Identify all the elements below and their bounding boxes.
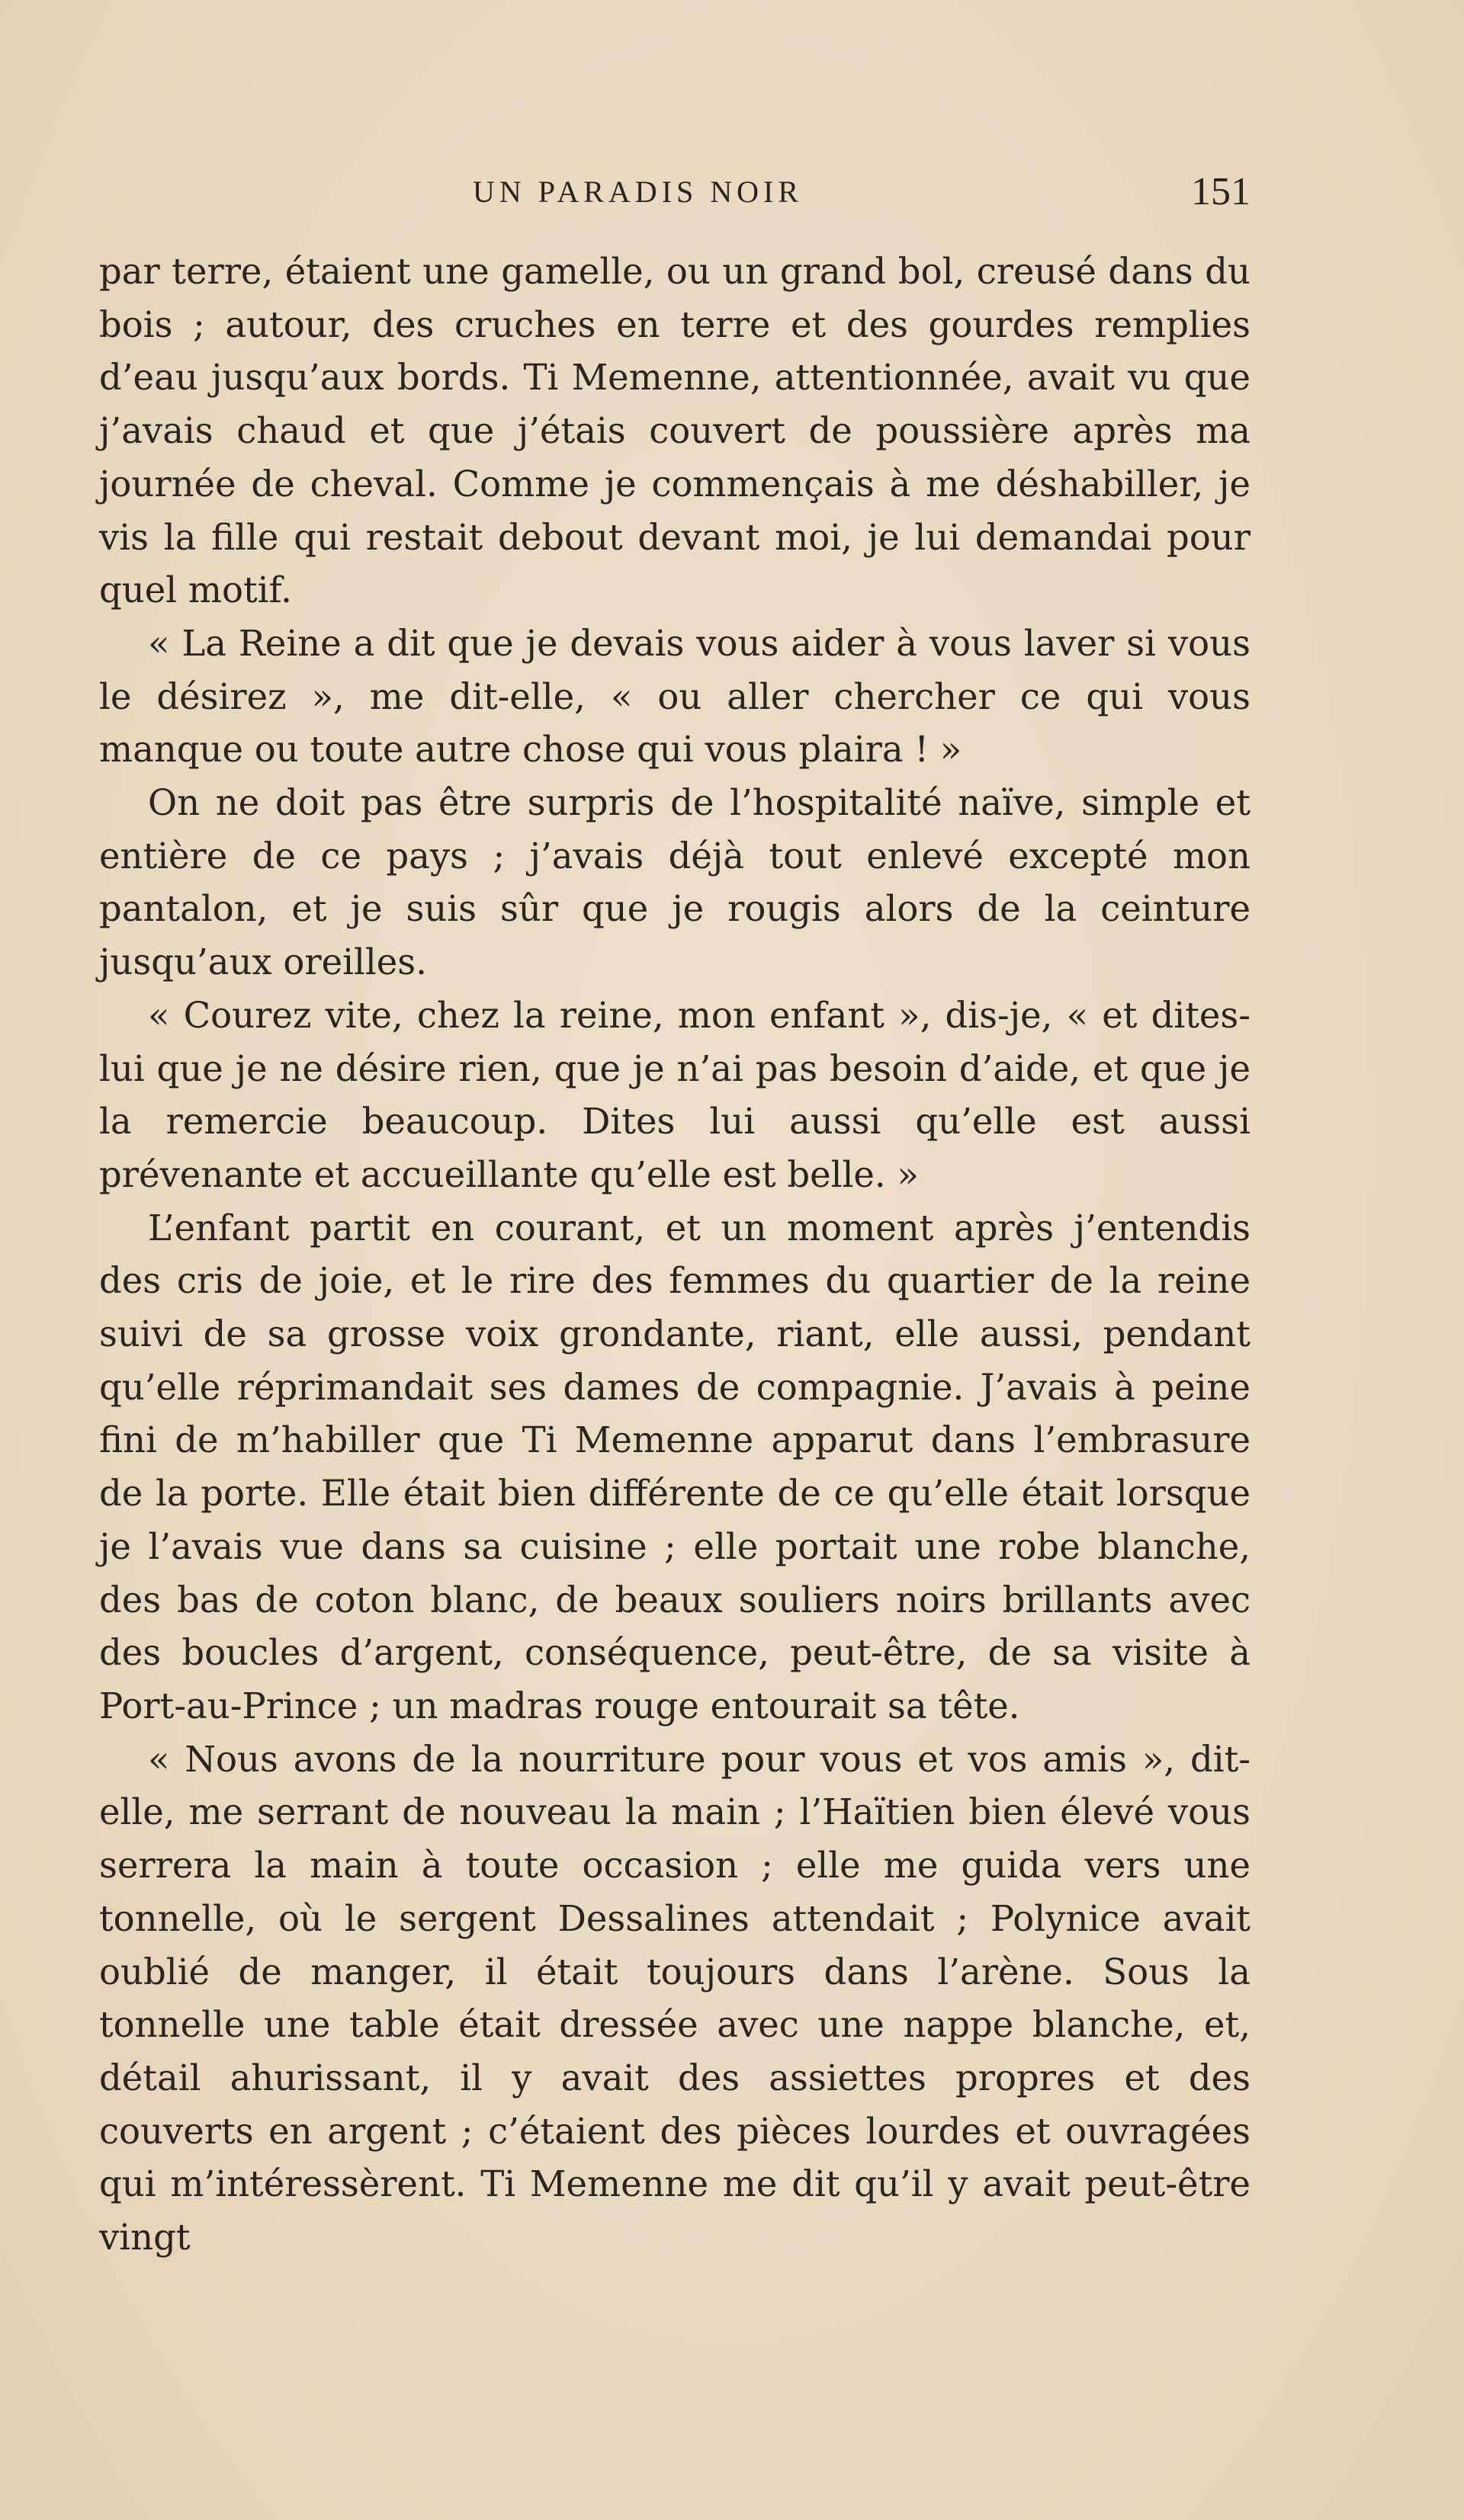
paragraph: On ne doit pas être surpris de l’hospitalité naïve, simple et entière de ce pays ; j’avais déjà tout enlevé excepté mon pantalon, et je suis sûr que je rougis alors de la ceinture jusqu’aux oreilles. bbox=[99, 782, 1250, 983]
paragraph: « Courez vite, chez la reine, mon enfant », dis-je, « et dites-lui que je ne désire rien, que je n’ai pas besoin d’aide, et que je la remercie beaucoup. Dites lui aussi qu’elle est aussi prévenante et accueillante qu’elle est belle. » bbox=[99, 994, 1250, 1195]
paragraph: « La Reine a dit que je devais vous aider à vous laver si vous le désirez », me dit-elle, « ou aller chercher ce qui vous manque ou toute autre chose qui vous plaira ! » bbox=[99, 622, 1250, 771]
paragraph: par terre, étaient une gamelle, ou un grand bol, creusé dans du bois ; autour, des cruches en terre et des gourdes remplies d’eau jusqu’aux bords. Ti Memenne, attentionnée, avait vu que j’avais chaud et que j’étais couvert de poussière après ma journée de cheval. Comme je commençais à me déshabiller, je vis la fille qui restait debout devant moi, je lui demandai pour quel motif. bbox=[99, 251, 1250, 611]
page-number: 151 bbox=[1191, 170, 1250, 213]
paragraph: « Nous avons de la nourriture pour vous et vos amis », dit-elle, me serrant de nouveau la main ; l’Haïtien bien élevé vous serrera la main à toute occasion ; elle me guida vers une tonnelle, où le sergent Dessalines attendait ; Polynice avait oublié de manger, il était toujours dans l’arène. Sous la tonnelle une table était dressée avec une nappe blanche, et, détail ahurissant, il y avait des assiettes propres et des couverts en argent ; c’étaient des pièces lourdes et ouvragées qui m’intéressèrent. Ti Memenne me dit qu’il y avait peut-être vingt bbox=[99, 1738, 1250, 2259]
paragraph: L’enfant partit en courant, et un moment après j’entendis des cris de joie, et le rire des femmes du quartier de la reine suivi de sa grosse voix grondante, riant, elle aussi, pendant qu’elle réprimandait ses dames de compagnie. J’avais à peine fini de m’habiller que Ti Memenne apparut dans l’embrasure de la porte. Elle était bien différente de ce qu’elle était lorsque je l’avais vue dans sa cuisine ; elle portait une robe blanche, des bas de coton blanc, de beaux souliers noirs brillants avec des boucles d’argent, conséquence, peut-être, de sa visite à Port-au-Prince ; un madras rouge entourait sa tête. bbox=[99, 1207, 1250, 1726]
running-title: UN PARADIS NOIR bbox=[473, 175, 804, 209]
body-text bbox=[99, 245, 1250, 2265]
page-header bbox=[99, 169, 1250, 223]
